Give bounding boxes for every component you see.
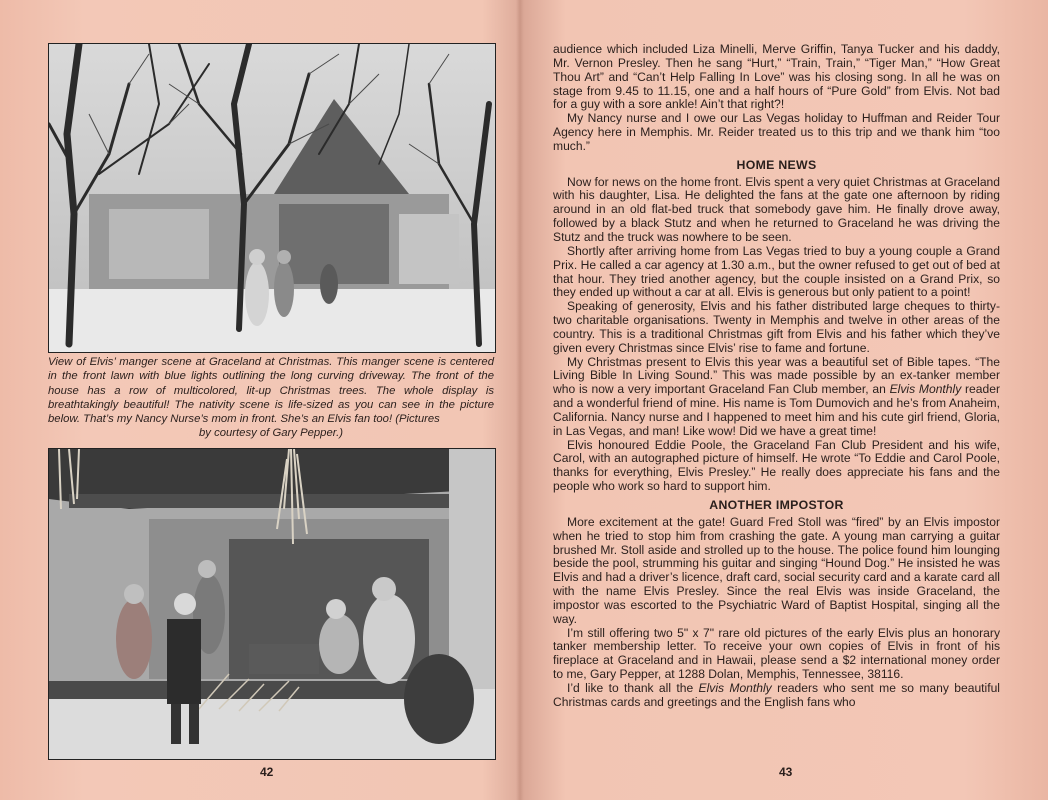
article-paragraph: My Nancy nurse and I owe our Las Vegas holiday to Huffman and Reider Tour Agency here in Memphis. Mr. Reider treated us to this trip and we thank him “too much.” [553, 111, 1000, 153]
nativity-scene-photo [48, 448, 496, 760]
article-paragraph: More excitement at the gate! Guard Fred Stoll was “fired” by an Elvis impostor when he tried to stop him from crashing the gate. A young man carrying a guitar brushed Mr. Stoll aside and strolled up to the house. The police found him lounging beside the pool, strumming his guitar and singing “Hound Dog.” He insisted he was Elvis and had a driver’s licence, draft card, social security card and a karate card all with the name Elvis Presley. Since the real Elvis was inside Graceland, the impostor was escorted to the Psychiatric Ward of Baptist Hospital, singing all the way. [553, 514, 1000, 626]
text-run: I’d like to thank all the [567, 680, 699, 695]
page-number-right: 43 [779, 765, 793, 779]
text-run: reader and a wonderful friend of mine. His name is Tom Dumovich and he’s from Anaheim, California. Nancy nurse and I happened to meet him and his cute girl friend, Gloria, in Las Vegas, and man! Like wow! Did we have a great time! [553, 382, 1000, 438]
article-column [553, 43, 1000, 710]
caption-line: That’s my Nancy Nurse’s mom in front. She’s an Elvis fan too! (Pictures [83, 413, 440, 426]
publication-title: Elvis Monthly [698, 680, 772, 695]
caption-line: View of Elvis’ manger scene at Graceland at Christmas. This manger [48, 356, 404, 368]
caption-line: lit-up Christmas trees. The whole display is breathtakingly beautiful! [48, 384, 494, 411]
caption-line: scene is centered in the front lawn with blue lights outlining the long [48, 356, 494, 383]
page-gutter [516, 0, 524, 800]
article-paragraph: Now for news on the home front. Elvis spent a very quiet Christmas at Graceland with his daughter, Lisa. He delighted the fans at the gate one afternoon by riding around in an old flat-bed truck that somebody gave him. He finally drove away, followed by a black Stutz and when he returned to Graceland he was driving the Stutz and the truck was nowhere to be seen. [553, 174, 1000, 244]
article-paragraph: Elvis honoured Eddie Poole, the Graceland Fan Club President and his wife, Carol, with an autographed picture of himself. He wrote “To Eddie and Carol Poole, thanks for everything, Elvis Presley.” He really does appreciate his fans and the people who work so hard to support him. [553, 437, 1000, 494]
article-paragraph: Shortly after arriving home from Las Vegas tried to buy a young couple a Grand Prix. He called a car agency at 1.30 a.m., but the owner refused to get out of bed at that hour. They tried another agency, but the couple insisted on a Grand Prix, so they ended up without a car at all. Elvis is generous but only patient to a point! [553, 243, 1000, 300]
graceland-manger-photo [48, 43, 496, 353]
caption-line: The nativity scene is life-sized as you can see in the picture below. [48, 398, 494, 426]
publication-title: Elvis Monthly [889, 382, 962, 397]
photo-caption [48, 355, 494, 441]
text-run: readers who sent me so many beautiful Christmas cards and greetings and the English fans who [553, 680, 1000, 709]
article-paragraph: I’m still offering two 5" x 7" rare old pictures of the early Elvis plus an honorary tanker membership letter. To receive your own copies of Elvis in front of his fireplace at Graceland and in Hawaii, please send a $2 international money order to me, Gary Pepper, at 1288 Dolan, Memphis, Tennessee, 38116. [553, 625, 1000, 682]
page-number-left: 42 [260, 765, 274, 779]
article-paragraph: audience which included Liza Minelli, Merve Griffin, Tanya Tucker and his daddy, Mr. Vernon Presley. Then he sang “Hurt,” “Train, Train,” “Tiger Man,” “How Great Thou Art” and “Can’t Help Falling In Love” was his closing song. In all he was on stage from 9.45 to 11.15, one and a half hours of “Pure Gold” from Elvis. Not bad for a guy with a sore ankle! Ain’t that right?! [553, 42, 1000, 112]
section-heading-impostor: ANOTHER IMPOSTOR [709, 498, 844, 512]
article-paragraph: Speaking of generosity, Elvis and his father distributed large cheques to thirty-two charitable organisations. Twenty in Memphis and twelve in other areas of the country. This is a traditional Christmas gift from Elvis and his father which they’ve given every Christmas since Elvis’ rise to fame and fortune. [553, 299, 1000, 355]
article-paragraph [553, 682, 1000, 710]
caption-line: curving driveway. The front of the house has a row of multicolored, [48, 370, 494, 397]
caption-line: by courtesy of Gary Pepper.) [199, 427, 343, 440]
text-run: My Christmas present to Elvis this year was a beautiful set of Bible tapes. “The Living Bible In Living Sound.” This was made possible by an ex-tanker member who is now a very important Graceland Fan Club member, an [553, 354, 1000, 397]
section-heading-home-news: HOME NEWS [736, 157, 817, 172]
article-paragraph [553, 356, 1000, 439]
